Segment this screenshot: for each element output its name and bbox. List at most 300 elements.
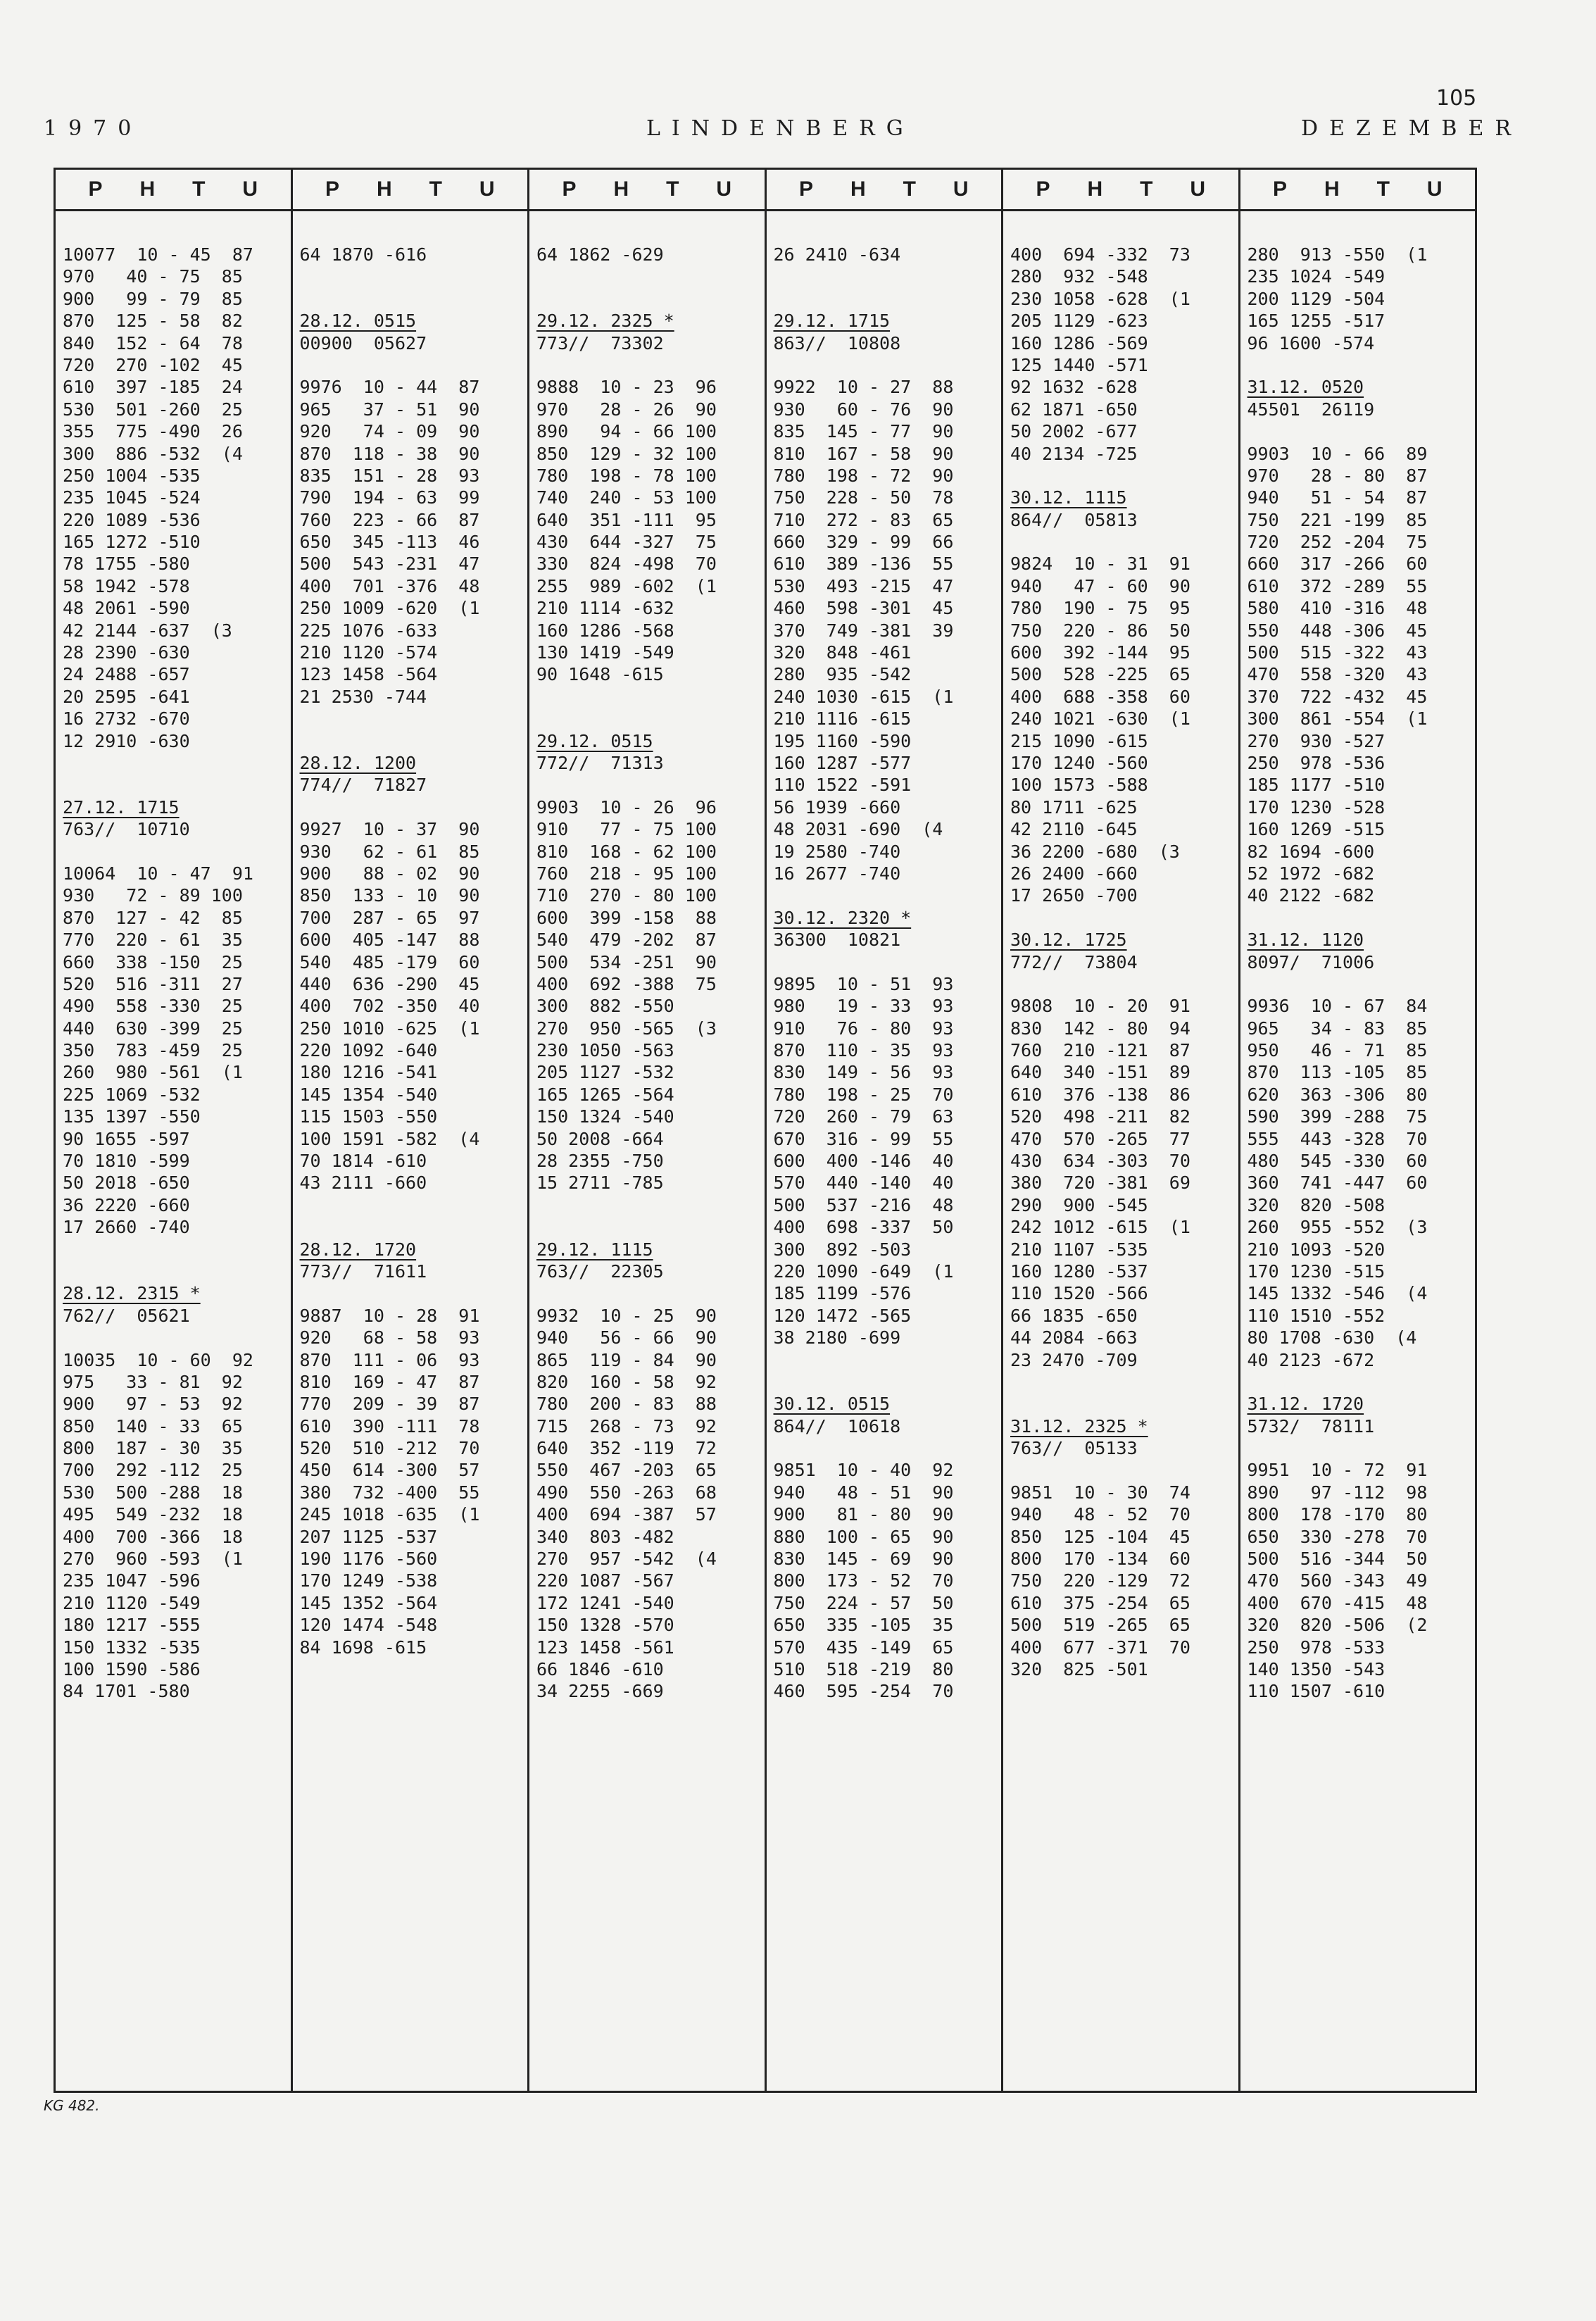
data-row: 520 498 -211 82	[1010, 1106, 1190, 1127]
data-row: 17 2650 -700	[1010, 885, 1138, 906]
sounding-date-heading: 30.12. 2320 *	[773, 907, 912, 928]
data-row: 9932 10 - 25 90	[536, 1305, 717, 1326]
data-row: 66 1846 -610	[536, 1659, 664, 1679]
data-row: 250 1004 -535	[63, 465, 201, 486]
blank-line	[63, 1327, 291, 1349]
data-row: 715 268 - 73 92	[536, 1415, 717, 1437]
blank-line	[300, 796, 528, 818]
data-row: 235 1024 -549	[1247, 266, 1385, 287]
blank-line	[536, 354, 765, 376]
column-header-label: P	[88, 177, 103, 201]
column-header-label: P	[325, 177, 339, 201]
data-row: 900 81 - 80 90	[773, 1504, 954, 1525]
data-row: 400 700 -366 18	[63, 1526, 243, 1547]
data-row: 710 270 - 80 100	[536, 885, 717, 906]
data-row: 870 111 - 06 93	[299, 1349, 480, 1370]
data-row: 195 1160 -590	[773, 730, 912, 751]
data-row: 774// 71827	[299, 775, 427, 796]
column-header	[1240, 170, 1476, 211]
data-row: 36 2220 -660	[63, 1194, 190, 1215]
blank-line	[774, 265, 1002, 287]
data-row: 78 1755 -580	[63, 553, 190, 575]
data-row: 270 957 -542 (4	[536, 1549, 717, 1570]
table-column	[56, 170, 291, 2091]
data-row: 9851 10 - 40 92	[773, 1460, 954, 1481]
data-row: 42 2144 -637 (3	[63, 620, 232, 641]
data-row: 340 803 -482	[536, 1526, 674, 1547]
data-row: 360 741 -447 60	[1247, 1172, 1428, 1194]
data-row: 207 1125 -537	[299, 1526, 438, 1547]
data-row: 440 630 -399 25	[63, 1018, 243, 1039]
data-row: 280 913 -550 (1	[1247, 244, 1428, 265]
data-row: 495 549 -232 18	[63, 1504, 243, 1525]
data-row: 123 1458 -561	[536, 1637, 674, 1658]
data-row: 19 2580 -740	[773, 841, 901, 862]
data-row: 470 570 -265 77	[1010, 1128, 1190, 1149]
data-row: 400 702 -350 40	[299, 996, 480, 1017]
blank-line	[300, 708, 528, 730]
data-row: 145 1352 -564	[299, 1592, 438, 1613]
data-row: 700 287 - 65 97	[299, 907, 480, 928]
data-row: 220 1089 -536	[63, 509, 201, 530]
sounding-date-heading: 30.12. 1115	[1010, 487, 1127, 508]
blank-line	[1010, 907, 1238, 929]
data-row: 660 338 -150 25	[63, 951, 243, 972]
data-row: 9895 10 - 51 93	[773, 973, 954, 994]
data-row: 610 389 -136 55	[773, 553, 954, 575]
data-row: 220 1087 -567	[536, 1570, 674, 1591]
data-row: 9922 10 - 27 88	[773, 377, 954, 398]
data-row: 975 33 - 81 92	[63, 1371, 243, 1392]
data-row: 90 1648 -615	[536, 664, 664, 685]
data-row: 430 634 -303 70	[1010, 1151, 1190, 1172]
data-row: 21 2530 -744	[299, 686, 427, 707]
data-row: 770 209 - 39 87	[299, 1394, 480, 1415]
column-header	[1003, 170, 1238, 211]
column-body	[293, 211, 528, 1658]
blank-line	[774, 884, 1002, 906]
data-row: 123 1458 -564	[299, 664, 438, 685]
data-row: 700 292 -112 25	[63, 1460, 243, 1481]
blank-line	[536, 1194, 765, 1216]
data-row: 600 400 -146 40	[773, 1151, 954, 1172]
data-row: 430 644 -327 75	[536, 532, 717, 553]
data-row: 28 2390 -630	[63, 642, 190, 663]
data-row: 740 240 - 53 100	[536, 487, 717, 508]
data-row: 210 1114 -632	[536, 598, 674, 619]
data-row: 555 443 -328 70	[1247, 1128, 1428, 1149]
sounding-date-heading: 28.12. 1720	[299, 1239, 417, 1260]
data-row: 235 1045 -524	[63, 487, 201, 508]
blank-line	[300, 1194, 528, 1216]
data-row: 250 1009 -620 (1	[299, 598, 480, 619]
data-row: 970 28 - 80 87	[1247, 465, 1428, 486]
data-row: 320 820 -506 (2	[1247, 1615, 1428, 1636]
column-body	[1240, 211, 1476, 1703]
data-row: 26 2410 -634	[773, 244, 901, 265]
data-row: 70 1810 -599	[63, 1151, 190, 1172]
footer-code: KG 482.	[44, 2097, 100, 2114]
blank-line	[63, 1239, 291, 1260]
column-header-label: U	[716, 177, 732, 201]
data-row: 760 223 - 66 87	[299, 509, 480, 530]
column-header-label: U	[1426, 177, 1443, 201]
data-row: 780 190 - 75 95	[1010, 598, 1190, 619]
data-row: 863// 10808	[773, 332, 901, 354]
data-row: 172 1241 -540	[536, 1592, 674, 1613]
data-row: 760 210 -121 87	[1010, 1040, 1190, 1061]
data-row: 170 1249 -538	[299, 1570, 438, 1591]
data-row: 9824 10 - 31 91	[1010, 553, 1190, 575]
data-row: 160 1280 -537	[1010, 1260, 1148, 1282]
data-row: 780 198 - 78 100	[536, 465, 717, 486]
data-row: 200 1129 -504	[1247, 288, 1385, 309]
data-row: 17 2660 -740	[63, 1217, 190, 1238]
sounding-date-heading: 27.12. 1715	[63, 796, 180, 818]
data-row: 750 221 -199 85	[1247, 509, 1428, 530]
data-row: 92 1632 -628	[1010, 377, 1138, 398]
data-row: 48 2061 -590	[63, 598, 190, 619]
data-row: 400 692 -388 75	[536, 973, 717, 994]
data-row: 255 989 -602 (1	[536, 575, 717, 596]
data-row: 150 1328 -570	[536, 1615, 674, 1636]
data-row: 710 272 - 83 65	[773, 509, 954, 530]
blank-line	[536, 1216, 765, 1238]
data-row: 52 1972 -682	[1247, 863, 1375, 884]
table-column	[1001, 170, 1238, 2091]
data-row: 16 2732 -670	[63, 708, 190, 730]
data-row: 215 1090 -615	[1010, 730, 1148, 751]
data-row: 240 1030 -615 (1	[773, 686, 954, 707]
data-row: 58 1942 -578	[63, 575, 190, 596]
data-row: 870 113 -105 85	[1247, 1062, 1428, 1083]
data-row: 45501 26119	[1247, 399, 1375, 420]
data-row: 370 722 -432 45	[1247, 686, 1428, 707]
data-row: 650 335 -105 35	[773, 1615, 954, 1636]
data-row: 9887 10 - 28 91	[299, 1305, 480, 1326]
data-row: 940 56 - 66 90	[536, 1327, 717, 1349]
data-row: 610 397 -185 24	[63, 377, 243, 398]
data-row: 270 960 -593 (1	[63, 1549, 243, 1570]
data-row: 500 519 -265 65	[1010, 1615, 1190, 1636]
data-row: 850 129 - 32 100	[536, 443, 717, 464]
data-row: 530 500 -288 18	[63, 1482, 243, 1503]
data-row: 10064 10 - 47 91	[63, 863, 253, 884]
sounding-date-heading: 31.12. 1120	[1247, 930, 1364, 951]
column-header-label: T	[429, 177, 442, 201]
data-row: 165 1272 -510	[63, 532, 201, 553]
data-row: 28 2355 -750	[536, 1151, 664, 1172]
sounding-date-heading: 30.12. 0515	[773, 1394, 891, 1415]
data-row: 355 775 -490 26	[63, 421, 243, 442]
data-row: 160 1287 -577	[773, 752, 912, 773]
data-row: 9951 10 - 72 91	[1247, 1460, 1428, 1481]
data-row: 965 37 - 51 90	[299, 399, 480, 420]
sounding-date-heading: 29.12. 1715	[773, 311, 891, 332]
data-row: 185 1177 -510	[1247, 775, 1385, 796]
data-row: 610 390 -111 78	[299, 1415, 480, 1437]
data-row: 930 62 - 61 85	[299, 841, 480, 862]
data-row: 230 1050 -563	[536, 1040, 674, 1061]
data-row: 500 537 -216 48	[773, 1194, 954, 1215]
data-row: 900 97 - 53 92	[63, 1394, 243, 1415]
data-row: 190 1176 -560	[299, 1549, 438, 1570]
data-row: 520 516 -311 27	[63, 973, 243, 994]
sounding-date-heading: 30.12. 1725	[1010, 930, 1127, 951]
blank-line	[1010, 1393, 1238, 1415]
data-row: 260 955 -552 (3	[1247, 1217, 1428, 1238]
data-row: 110 1522 -591	[773, 775, 912, 796]
column-header-label: H	[376, 177, 392, 201]
data-row: 590 399 -288 75	[1247, 1106, 1428, 1127]
data-row: 600 405 -147 88	[299, 930, 480, 951]
data-row: 150 1332 -535	[63, 1637, 201, 1658]
data-row: 43 2111 -660	[299, 1172, 427, 1194]
data-row: 20 2595 -641	[63, 686, 190, 707]
table-column	[291, 170, 528, 2091]
data-row: 500 534 -251 90	[536, 951, 717, 972]
data-row: 245 1018 -635 (1	[299, 1504, 480, 1525]
blank-line	[536, 686, 765, 708]
data-row: 490 550 -263 68	[536, 1482, 717, 1503]
data-row: 40 2122 -682	[1247, 885, 1375, 906]
data-row: 280 932 -548	[1010, 266, 1148, 287]
data-row: 772// 73804	[1010, 951, 1138, 972]
data-row: 970 40 - 75 85	[63, 266, 243, 287]
data-row: 110 1507 -610	[1247, 1681, 1385, 1702]
data-row: 66 1835 -650	[1010, 1305, 1138, 1326]
data-row: 600 399 -158 88	[536, 907, 717, 928]
data-row: 00900 05627	[299, 332, 427, 354]
column-header-label: H	[1087, 177, 1103, 201]
data-row: 870 110 - 35 93	[773, 1040, 954, 1061]
data-row: 965 34 - 83 85	[1247, 1018, 1428, 1039]
data-row: 170 1240 -560	[1010, 752, 1148, 773]
data-row: 100 1590 -586	[63, 1659, 201, 1679]
data-row: 750 220 - 86 50	[1010, 620, 1190, 641]
data-row: 36 2200 -680 (3	[1010, 841, 1180, 862]
column-header-label: H	[613, 177, 629, 201]
column-header-label: T	[1376, 177, 1390, 201]
data-row: 865 119 - 84 90	[536, 1349, 717, 1370]
data-row: 320 825 -501	[1010, 1659, 1148, 1679]
data-row: 620 363 -306 80	[1247, 1084, 1428, 1105]
blank-line	[774, 354, 1002, 376]
sounding-date-heading: 31.12. 0520	[1247, 377, 1364, 398]
blank-line	[1248, 420, 1476, 442]
data-row: 830 149 - 56 93	[773, 1062, 954, 1083]
data-row: 165 1265 -564	[536, 1084, 674, 1105]
data-row: 970 28 - 26 90	[536, 399, 717, 420]
header-month: DEZEMBER	[1301, 116, 1522, 141]
data-row: 170 1230 -528	[1247, 796, 1385, 818]
data-row: 150 1324 -540	[536, 1106, 674, 1127]
data-row: 940 48 - 52 70	[1010, 1504, 1190, 1525]
blank-line	[774, 1371, 1002, 1393]
data-row: 9927 10 - 37 90	[299, 819, 480, 840]
data-row: 864// 10618	[773, 1415, 901, 1437]
data-row: 300 882 -550	[536, 996, 674, 1017]
data-row: 440 636 -290 45	[299, 973, 480, 994]
data-row: 80 1711 -625	[1010, 796, 1138, 818]
data-row: 800 178 -170 80	[1247, 1504, 1428, 1525]
data-row: 760 218 - 95 100	[536, 863, 717, 884]
data-row: 470 558 -320 43	[1247, 664, 1428, 685]
blank-line	[300, 1216, 528, 1238]
data-row: 650 345 -113 46	[299, 532, 480, 553]
blank-line	[300, 288, 528, 310]
data-row: 240 1021 -630 (1	[1010, 708, 1190, 730]
sounding-date-heading: 31.12. 1720	[1247, 1394, 1364, 1415]
data-row: 12 2910 -630	[63, 730, 190, 751]
data-row: 800 187 - 30 35	[63, 1438, 243, 1459]
data-row: 610 375 -254 65	[1010, 1592, 1190, 1613]
data-row: 870 125 - 58 82	[63, 311, 243, 332]
data-row: 820 160 - 58 92	[536, 1371, 717, 1392]
data-row: 250 978 -533	[1247, 1637, 1385, 1658]
data-row: 750 228 - 50 78	[773, 487, 954, 508]
data-row: 23 2470 -709	[1010, 1349, 1138, 1370]
blank-line	[63, 1260, 291, 1282]
blank-line	[536, 1282, 765, 1304]
data-row: 100 1591 -582 (4	[299, 1128, 480, 1149]
column-header-label: P	[1272, 177, 1287, 201]
page-number: 105	[1436, 86, 1477, 111]
data-row: 9808 10 - 20 91	[1010, 996, 1190, 1017]
column-body	[767, 211, 1002, 1703]
data-row: 80 1708 -630 (4	[1247, 1327, 1417, 1349]
data-row: 780 200 - 83 88	[536, 1394, 717, 1415]
column-header-label: H	[1324, 177, 1340, 201]
data-row: 500 543 -231 47	[299, 553, 480, 575]
data-row: 280 935 -542	[773, 664, 912, 685]
data-row: 225 1069 -532	[63, 1084, 201, 1105]
data-row: 145 1332 -546 (4	[1247, 1283, 1428, 1304]
data-row: 810 169 - 47 87	[299, 1371, 480, 1392]
data-row: 520 510 -212 70	[299, 1438, 480, 1459]
blank-line	[774, 1437, 1002, 1459]
data-row: 330 824 -498 70	[536, 553, 717, 575]
blank-line	[1010, 1371, 1238, 1393]
column-header	[529, 170, 765, 211]
data-row: 10077 10 - 45 87	[63, 244, 253, 265]
data-row: 940 51 - 54 87	[1247, 487, 1428, 508]
data-row: 84 1701 -580	[63, 1681, 190, 1702]
data-row: 550 448 -306 45	[1247, 620, 1428, 641]
data-row: 140 1350 -543	[1247, 1659, 1385, 1679]
column-header-label: P	[1036, 177, 1050, 201]
column-header-label: U	[953, 177, 969, 201]
data-row: 850 125 -104 45	[1010, 1526, 1190, 1547]
blank-line	[1248, 907, 1476, 929]
data-row: 350 783 -459 25	[63, 1040, 243, 1061]
data-row: 370 749 -381 39	[773, 620, 954, 641]
data-row: 48 2031 -690 (4	[773, 819, 943, 840]
data-row: 400 701 -376 48	[299, 575, 480, 596]
column-header-label: H	[139, 177, 156, 201]
table-column	[1238, 170, 1476, 2091]
data-row: 900 99 - 79 85	[63, 288, 243, 309]
data-row: 890 97 -112 98	[1247, 1482, 1428, 1503]
data-row: 64 1870 -616	[299, 244, 427, 265]
blank-line	[1248, 354, 1476, 376]
data-row: 890 94 - 66 100	[536, 421, 717, 442]
data-row: 610 376 -138 86	[1010, 1084, 1190, 1105]
data-row: 864// 05813	[1010, 509, 1138, 530]
data-row: 400 670 -415 48	[1247, 1592, 1428, 1613]
data-row: 34 2255 -669	[536, 1681, 664, 1702]
column-header-label: P	[562, 177, 577, 201]
data-row: 115 1503 -550	[299, 1106, 438, 1127]
data-row: 42 2110 -645	[1010, 819, 1138, 840]
column-header-label: T	[666, 177, 679, 201]
data-row: 160 1286 -569	[1010, 332, 1148, 354]
blank-line	[536, 288, 765, 310]
data-row: 210 1093 -520	[1247, 1239, 1385, 1260]
data-row: 40 2134 -725	[1010, 443, 1138, 464]
data-row: 530 493 -215 47	[773, 575, 954, 596]
data-row: 400 677 -371 70	[1010, 1637, 1190, 1658]
data-row: 300 861 -554 (1	[1247, 708, 1428, 730]
data-row: 763// 05133	[1010, 1438, 1138, 1459]
column-body	[1003, 211, 1238, 1680]
data-row: 750 220 -129 72	[1010, 1570, 1190, 1591]
data-row: 50 2018 -650	[63, 1172, 190, 1194]
data-row: 250 1010 -625 (1	[299, 1018, 480, 1039]
data-row: 36300 10821	[773, 930, 901, 951]
data-row: 270 930 -527	[1247, 730, 1385, 751]
data-row: 840 152 - 64 78	[63, 332, 243, 354]
data-row: 9903 10 - 66 89	[1247, 443, 1428, 464]
data-row: 145 1354 -540	[299, 1084, 438, 1105]
column-header	[293, 170, 528, 211]
data-row: 480 545 -330 60	[1247, 1151, 1428, 1172]
data-row: 380 720 -381 69	[1010, 1172, 1190, 1194]
data-row: 670 316 - 99 55	[773, 1128, 954, 1149]
header-year: 1970	[44, 116, 143, 141]
column-header-label: U	[1190, 177, 1206, 201]
data-row: 10035 10 - 60 92	[63, 1349, 253, 1370]
data-row: 720 252 -204 75	[1247, 532, 1428, 553]
data-row: 170 1230 -515	[1247, 1260, 1385, 1282]
data-row: 460 595 -254 70	[773, 1681, 954, 1702]
data-row: 38 2180 -699	[773, 1327, 901, 1349]
data-row: 400 698 -337 50	[773, 1217, 954, 1238]
data-row: 110 1520 -566	[1010, 1283, 1148, 1304]
data-row: 870 118 - 38 90	[299, 443, 480, 464]
data-row: 940 48 - 51 90	[773, 1482, 954, 1503]
data-row: 470 560 -343 49	[1247, 1570, 1428, 1591]
data-row: 160 1286 -568	[536, 620, 674, 641]
data-row: 210 1116 -615	[773, 708, 912, 730]
blank-line	[1010, 531, 1238, 553]
data-row: 500 515 -322 43	[1247, 642, 1428, 663]
data-row: 920 74 - 09 90	[299, 421, 480, 442]
blank-line	[300, 265, 528, 287]
blank-line	[1248, 1437, 1476, 1459]
data-row: 180 1217 -555	[63, 1615, 201, 1636]
data-row: 56 1939 -660	[773, 796, 901, 818]
column-body	[56, 211, 291, 1703]
data-row: 650 330 -278 70	[1247, 1526, 1428, 1547]
data-row: 300 892 -503	[773, 1239, 912, 1260]
data-row: 84 1698 -615	[299, 1637, 427, 1658]
blank-line	[1248, 1371, 1476, 1393]
sounding-date-heading: 31.12. 2325 *	[1010, 1415, 1148, 1437]
data-row: 9851 10 - 30 74	[1010, 1482, 1190, 1503]
data-row: 580 410 -316 48	[1247, 598, 1428, 619]
data-row: 205 1129 -623	[1010, 311, 1148, 332]
